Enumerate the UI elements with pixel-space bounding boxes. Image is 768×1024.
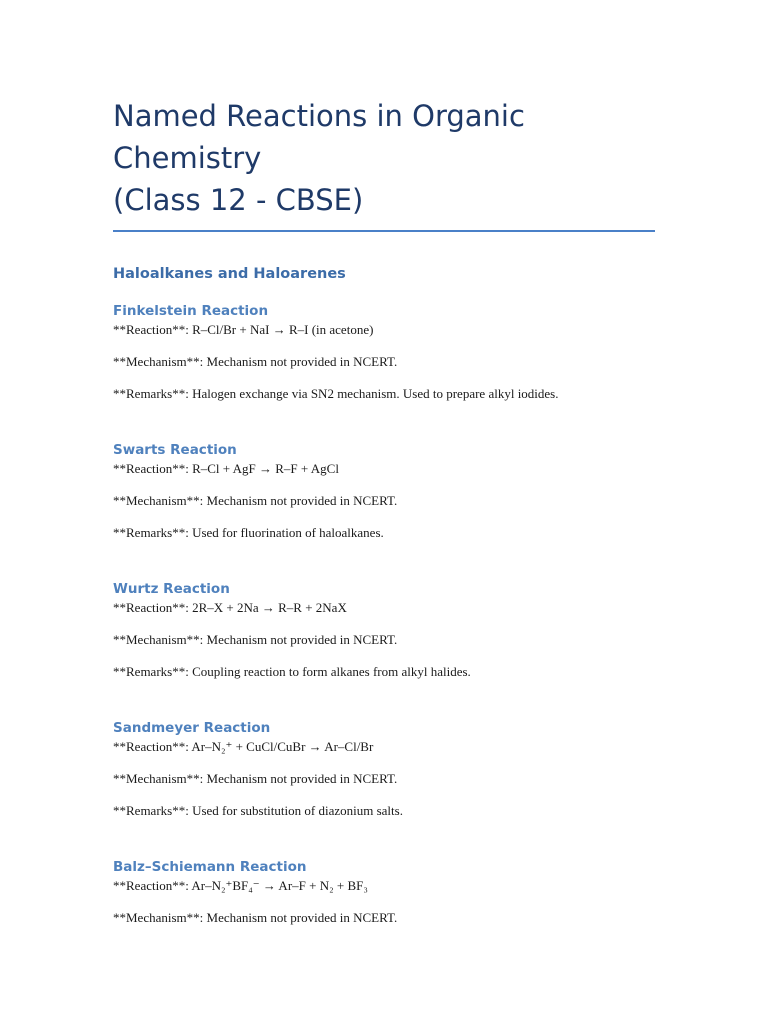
reaction-equation: **Reaction**: Ar–N₂⁺BF₄⁻ → Ar–F + N₂ + BF₃ (113, 878, 368, 893)
title-line-1: Named Reactions in Organic Chemistry (113, 99, 525, 175)
reaction-block-sandmeyer (113, 719, 655, 820)
reaction-equation: **Reaction**: Ar–N₂⁺ + CuCl/CuBr → Ar–Cl/Br (113, 739, 374, 754)
reaction-remarks: **Remarks**: Coupling reaction to form alkanes from alkyl halides. (113, 664, 471, 679)
reaction-remarks: **Remarks**: Used for substitution of diazonium salts. (113, 803, 403, 818)
reaction-mechanism: **Mechanism**: Mechanism not provided in NCERT. (113, 493, 398, 508)
reaction-mechanism: **Mechanism**: Mechanism not provided in NCERT. (113, 632, 398, 647)
reaction-block-balz-schiemann (113, 858, 655, 927)
reaction-equation: **Reaction**: 2R–X + 2Na → R–R + 2NaX (113, 600, 347, 615)
reaction-heading: Finkelstein Reaction (113, 303, 269, 319)
reaction-mechanism: **Mechanism**: Mechanism not provided in NCERT. (113, 771, 398, 786)
reaction-equation: **Reaction**: R–Cl + AgF → R–F + AgCl (113, 461, 339, 476)
reaction-heading: Wurtz Reaction (113, 581, 230, 597)
reaction-heading: Balz–Schiemann Reaction (113, 859, 307, 875)
reaction-mechanism: **Mechanism**: Mechanism not provided in NCERT. (113, 354, 398, 369)
document-title (113, 95, 655, 221)
reaction-remarks: **Remarks**: Halogen exchange via SN2 mechanism. Used to prepare alkyl iodides. (113, 386, 559, 401)
reaction-block-finkelstein (113, 302, 655, 403)
reaction-block-wurtz (113, 580, 655, 681)
reaction-heading: Swarts Reaction (113, 442, 237, 458)
reaction-equation: **Reaction**: R–Cl/Br + NaI → R–I (in acetone) (113, 322, 374, 337)
section-heading: Haloalkanes and Haloarenes (113, 266, 346, 282)
reaction-block-swarts (113, 441, 655, 542)
reaction-remarks: **Remarks**: Used for fluorination of haloalkanes. (113, 525, 384, 540)
reaction-mechanism: **Mechanism**: Mechanism not provided in NCERT. (113, 910, 398, 925)
title-underline (113, 230, 655, 232)
title-line-2: (Class 12 - CBSE) (113, 183, 364, 217)
reaction-heading: Sandmeyer Reaction (113, 720, 271, 736)
